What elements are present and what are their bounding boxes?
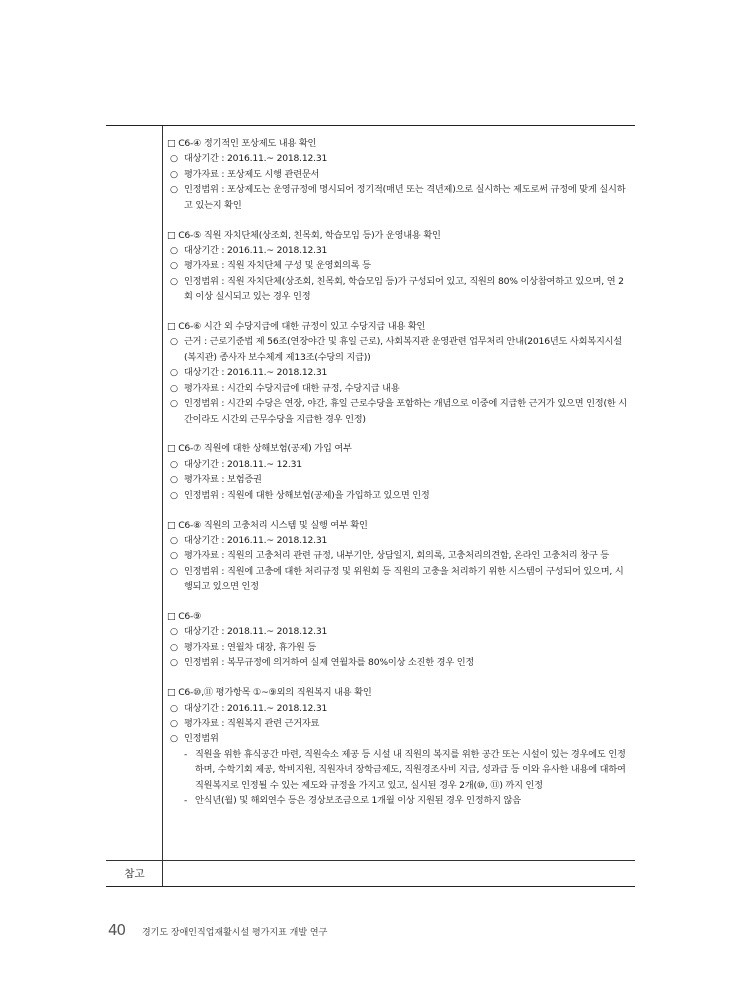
table-left-column xyxy=(106,126,163,886)
list-item: ○ 평가자료 : 직원의 고충처리 관련 규정, 내부기안, 상담일지, 회의록, 고충처리의견함, 온라인 고충처리 창구 등 xyxy=(170,550,609,562)
list-item: ○ 인정범위 : 시간외 수당은 연장, 야간, 휴일 근로수당을 포함하는 개념으로 이중에 지급한 근거가 있으면 인정(한 시간이라도 시간외 근무수당을 지급한 경우 인정) xyxy=(170,398,627,425)
list-item: ○ 평가자료 : 시간외 수당지급에 대한 규정, 수당지급 내용 xyxy=(170,382,400,394)
section-heading: □ C6-⑤ 직원 자치단체(상조회, 친목회, 학습모임 등)가 운영내용 확인 xyxy=(167,229,441,241)
section-c6-7 xyxy=(167,441,631,503)
section-heading: □ C6-⑥ 시간 외 수당지급에 대한 규정이 있고 수당지급 내용 확인 xyxy=(167,321,426,333)
list-item: ○ 평가자료 : 직원복지 관련 근거자료 xyxy=(170,718,320,729)
list-item: ○ 평가자료 : 직원 자치단체 구성 및 운영회의록 등 xyxy=(170,260,371,272)
table-row-divider xyxy=(106,860,635,861)
list-item: ○ 대상기간 : 2016.11.~ 2018.12.31 xyxy=(170,702,328,714)
reference-label: 참고 xyxy=(124,868,145,880)
list-item: ○ 인정범위 xyxy=(170,733,219,745)
section-c6-5 xyxy=(167,228,631,305)
list-item: ○ 대상기간 : 2016.11.~ 2018.12.31 xyxy=(170,367,328,379)
page-number: 40 xyxy=(108,921,126,939)
list-item: ○ 대상기간 : 2016.11.~ 2018.12.31 xyxy=(170,153,328,165)
list-item: ○ 근거 : 근로기준법 제 56조(연장야간 및 휴일 근로), 사회복지관 운영관련 업무처리 안내(2016년도 사회복지시설(복지관) 종사자 보수체계 제13조(수당의 지급)) xyxy=(170,336,622,363)
list-item: ○ 평가자료 : 보험증권 xyxy=(170,474,262,486)
list-item: ○ 대상기간 : 2016.11.~ 2018.12.31 xyxy=(170,244,328,256)
section-c6-10-11 xyxy=(167,685,631,808)
list-item: ○ 대상기간 : 2018.11.~ 2018.12.31 xyxy=(170,626,328,638)
section-heading: □ C6-④ 정기적인 포상제도 내용 확인 xyxy=(167,138,317,149)
list-item: ○ 인정범위 : 포상제도는 운영규정에 명시되어 정기적(매년 또는 격년제)으로 실시하는 제도로써 규정에 맞게 실시하고 있는지 확인 xyxy=(170,184,626,211)
footer-title: 경기도 장애인직업재활시설 평가지표 개발 연구 xyxy=(141,928,328,938)
section-heading: □ C6-⑧ 직원의 고충처리 시스템 및 실행 여부 확인 xyxy=(167,519,368,531)
section-heading: □ C6-⑦ 직원에 대한 상해보험(공제) 가입 여부 xyxy=(167,443,352,455)
section-heading: □ C6-⑨ xyxy=(167,611,202,623)
sub-list-item: - 직원을 위한 휴식공간 마련, 직원숙소 제공 등 시설 내 직원의 복지를 위한 공간 또는 시설이 있는 경우에도 인정하며, 수학기회 제공, 학비지원, 직원자녀 장학금제도, 직원경조사비 지급, 성과급 등 이와 유사한 내용에 대하여 직원복지로 인정될 수 있는 제도와 규정을 가지고 있고, 실시된 경우 2개(⑩, ⑪) 까지 인정 xyxy=(184,748,626,791)
list-item: ○ 대상기간 : 2016.11.~ 2018.12.31 xyxy=(170,534,328,546)
section-heading: □ C6-⑩,⑪ 평가항목 ①~⑨외의 직원복지 내용 확인 xyxy=(167,687,372,699)
section-c6-9 xyxy=(167,609,631,671)
evaluation-table xyxy=(106,125,635,887)
section-c6-4 xyxy=(167,136,631,213)
list-item: ○ 평가자료 : 연월차 대장, 휴가원 등 xyxy=(170,641,316,653)
list-item: ○ 인정범위 : 직원 자치단체(상조회, 친목회, 학습모임 등)가 구성되어 있고, 직원의 80% 이상참여하고 있으며, 연 2회 이상 실시되고 있는 경우 인정 xyxy=(170,275,624,303)
page-footer xyxy=(108,921,327,939)
list-item: ○ 인정범위 : 복무규정에 의거하여 실제 연월차를 80%이상 소진한 경우 인정 xyxy=(170,657,475,669)
section-c6-6 xyxy=(167,319,631,427)
list-item: ○ 인정범위 : 직원에 고충에 대한 처리규정 및 위원회 등 직원의 고충을 처리하기 위한 시스템이 구성되어 있으며, 시행되고 있으면 인정 xyxy=(170,565,624,593)
sub-list-item: - 안식년(월) 및 해외연수 등은 경상보조금으로 1개월 이상 지원된 경우 인정하지 않음 xyxy=(184,795,521,807)
list-item: ○ 대상기간 : 2018.11.~ 12.31 xyxy=(170,458,302,470)
section-c6-8 xyxy=(167,518,631,595)
list-item: ○ 인정범위 : 직원에 대한 상해보험(공제)을 가입하고 있으면 인정 xyxy=(170,489,430,501)
list-item: ○ 평가자료 : 포상제도 시행 관련문서 xyxy=(170,168,320,180)
table-content xyxy=(163,136,635,823)
